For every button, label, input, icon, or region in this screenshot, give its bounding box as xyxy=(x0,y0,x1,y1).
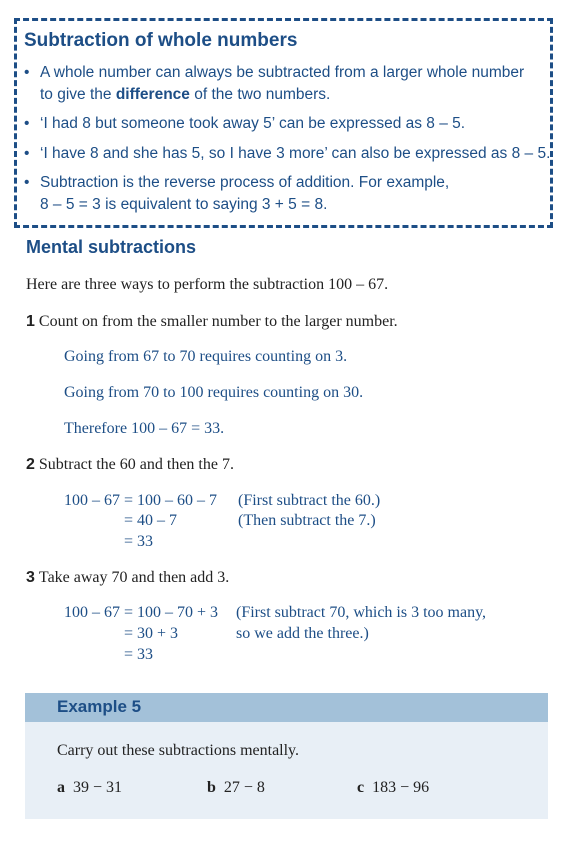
example-title: Example 5 xyxy=(57,697,142,716)
key-point-1-line1: A whole number can always be subtracted from a larger whole number xyxy=(40,64,525,81)
method-3-note-1: (First subtract 70, which is 3 too many, xyxy=(236,604,487,621)
method-3-calc-2: = 30 + 3 xyxy=(124,625,179,642)
part-expression: 39 − 31 xyxy=(73,779,123,796)
bullet: • xyxy=(24,145,30,162)
example-instruction: Carry out these subtractions mentally. xyxy=(57,742,300,759)
bullet: • xyxy=(24,64,30,81)
method-1-work-1: Going from 67 to 70 requires counting on 3. xyxy=(64,348,348,365)
step-number: 3 xyxy=(26,569,35,586)
section-heading: Mental subtractions xyxy=(26,237,197,257)
key-point-2-text: ‘I had 8 but someone took away 5’ can be expressed as 8 – 5. xyxy=(40,115,466,132)
method-1-text: Count on from the smaller number to the larger number. xyxy=(38,313,398,330)
part-label: a xyxy=(57,779,65,796)
bullet: • xyxy=(24,174,30,191)
method-2-calc-1: 100 – 67 = 100 – 60 – 7 xyxy=(64,492,218,509)
key-point-1-line2: to give the difference of the two numbers. xyxy=(40,86,331,103)
step-number: 2 xyxy=(26,456,35,473)
method-1 xyxy=(26,313,398,331)
method-3 xyxy=(26,569,229,587)
method-3-note-2: so we add the three.) xyxy=(236,625,369,642)
method-2-note-1: (First subtract the 60.) xyxy=(238,492,381,509)
example-part-a xyxy=(57,779,122,797)
method-2-text: Subtract the 60 and then the 7. xyxy=(38,456,234,473)
method-2 xyxy=(26,456,234,474)
key-point-4-line1: Subtraction is the reverse process of addition. For example, xyxy=(40,174,450,191)
method-3-calc-1: 100 – 67 = 100 – 70 + 3 xyxy=(64,604,219,621)
difference-term: difference xyxy=(115,86,190,103)
example-part-b xyxy=(207,779,265,797)
method-3-text: Take away 70 and then add 3. xyxy=(38,569,230,586)
method-1-work-2: Going from 70 to 100 requires counting on 30. xyxy=(64,384,364,401)
bullet: • xyxy=(24,115,30,132)
part-expression: 27 − 8 xyxy=(223,779,265,796)
part-label: b xyxy=(207,779,216,796)
intro-text: Here are three ways to perform the subtraction 100 – 67. xyxy=(26,276,389,293)
key-box-title: Subtraction of whole numbers xyxy=(24,30,298,51)
method-1-work-3: Therefore 100 – 67 = 33. xyxy=(64,420,225,437)
part-expression: 183 − 96 xyxy=(372,779,430,796)
method-3-calc-3: = 33 xyxy=(124,646,154,663)
method-2-calc-3: = 33 xyxy=(124,533,154,550)
step-number: 1 xyxy=(26,313,35,330)
key-point-4-line2: 8 – 5 = 3 is equivalent to saying 3 + 5 = 8. xyxy=(40,196,328,213)
key-point-3-text: ‘I have 8 and she has 5, so I have 3 more’ can also be expressed as 8 – 5. xyxy=(40,145,551,162)
example-part-c xyxy=(357,779,429,797)
part-label: c xyxy=(357,779,365,796)
method-2-note-2: (Then subtract the 7.) xyxy=(238,512,376,529)
method-2-calc-2: = 40 – 7 xyxy=(124,512,178,529)
